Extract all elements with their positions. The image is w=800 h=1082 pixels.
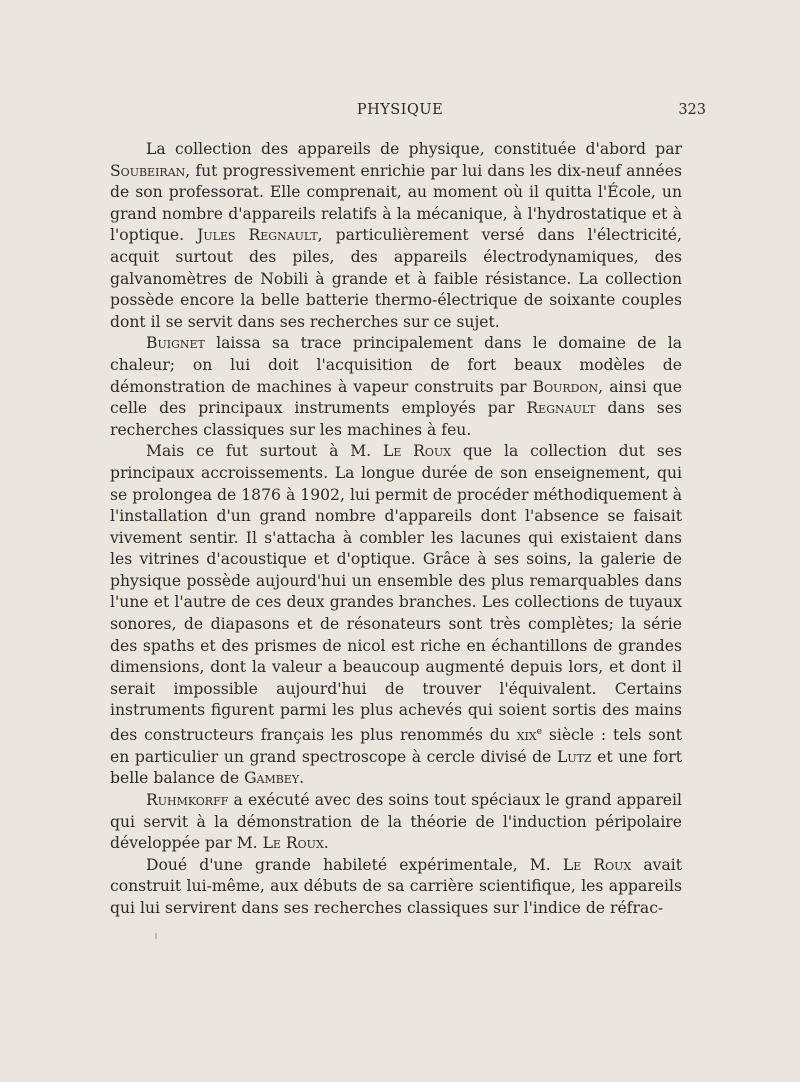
text-run: avait construit lui-même, aux débuts de sa carrière scientifique, les appareils qui lui servirent dans ses recherches classiques sur l'indice de réfrac- [110, 855, 683, 917]
text-run: , particulièrement versé dans l'électricité, acquit surtout des piles, des appareils électrodynamiques, des galvanomètres de Nobili à grande et à faible résistance. La collection possède encore la belle batterie thermo-électrique de soixante couples dont il se servit dans ses recherches sur ce sujet. [110, 226, 682, 331]
text-run: La collection des appareils de physique, constituée d'abord par [146, 140, 682, 158]
proper-name: Le Roux [562, 855, 632, 874]
paper-speck [155, 933, 157, 939]
paragraph [110, 139, 682, 333]
text-run: a exécuté avec des soins tout spéciaux le grand appareil qui servit à la démonstration de la théorie de l'induction péripolaire développée par M. [110, 791, 682, 853]
proper-name: Le Roux [262, 834, 324, 853]
paragraph [110, 333, 682, 441]
text-run: , ainsi que celle des principaux instruments employés par [110, 377, 682, 418]
text-run: . [299, 769, 305, 788]
superscript: e [536, 727, 542, 738]
text-run: et une fort belle balance de [110, 747, 682, 788]
text-run: , fut progressivement enrichie par lui dans les dix-neuf années de son professorat. Elle comprenait, au moment où il quitta l'École, un grand nombre d'appareils relatifs à la mécanique, à l'hydrostatique et à l'optique. [110, 161, 682, 245]
paragraph [110, 441, 682, 790]
text-run: que la collection dut ses principaux accroissements. La longue durée de son enseignement, qui se prolongea de 1876 à 1902, lui permit de procéder méthodiquement à l'installation d'un grand nombre d'appareils dont l'absence se faisait vivement sentir. Il s'attacha à combler les lacunes qui existaient dans les vitrines d'acoustique et d'optique. Grâce à ses soins, la galerie de physique possède aujourd'hui un ensemble des plus remarquables dans l'une et l'autre de ces deux grandes branches. Les collections de tuyaux sonores, de diapasons et de résonateurs sont très complètes; la série des spaths et des prismes de nicol est riche en échantillons de grandes dimensions, dont la valeur a beaucoup augmenté depuis lors, et dont il serait impossible aujourd'hui de trouver l'équivalent. Certains instruments figurent parmi les plus achevés qui soient sortis des mains des constructeurs français les plus renommés du [110, 442, 682, 745]
page-header [110, 100, 706, 128]
proper-name: Lutz [556, 747, 592, 766]
proper-name: Soubeiran [110, 161, 186, 180]
proper-name: Ruhmkorff [146, 791, 229, 809]
proper-name: Bourdon [532, 377, 599, 396]
text-run: dans ses recherches classiques sur les machines à feu. [110, 399, 682, 439]
text-run: Doué d'une grande habileté expérimentale, M. [146, 855, 563, 874]
text-run: Mais ce fut surtout à M. [146, 442, 383, 461]
page-number: 323 [678, 102, 706, 118]
proper-name: Buignet [146, 334, 205, 353]
proper-name: Jules Regnault [197, 226, 318, 245]
paragraph [110, 855, 682, 920]
paragraph [110, 790, 682, 855]
text-run: siècle : tels sont en particulier un grand spectroscope à cercle divisé de [110, 726, 682, 766]
body-text [110, 139, 682, 920]
proper-name: Gambey [244, 769, 300, 788]
proper-name: Le Roux [382, 442, 452, 461]
running-title: PHYSIQUE [356, 102, 444, 118]
text-run: . [323, 834, 329, 853]
text-run: laissa sa trace principalement dans le domaine de la chaleur; on lui doit l'acquisition de fort beaux modèles de démonstration de machines à vapeur construits par [110, 334, 682, 396]
proper-name: Regnault [526, 399, 596, 418]
proper-name: xix [516, 726, 537, 745]
